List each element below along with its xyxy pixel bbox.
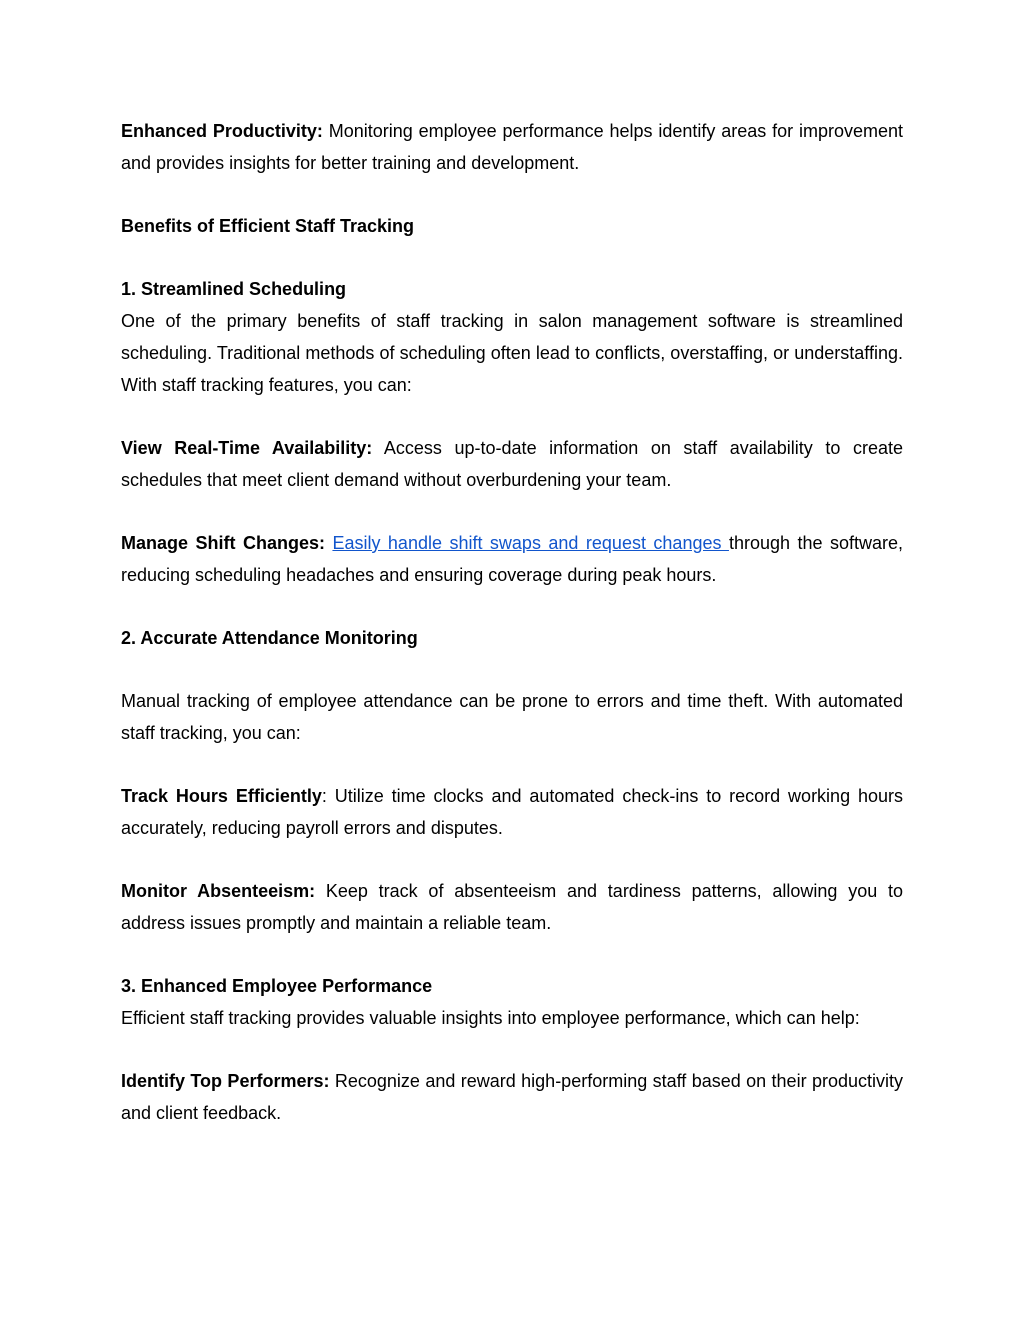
section1-heading: 1. Streamlined Scheduling xyxy=(121,279,347,299)
availability-lead: View Real-Time Availability: xyxy=(121,438,373,458)
section2-heading: 2. Accurate Attendance Monitoring xyxy=(121,628,418,648)
absenteeism-paragraph xyxy=(121,875,903,939)
section2-intro: Manual tracking of employee attendance can be prone to errors and time theft. With automated staff tracking, you can: xyxy=(121,691,903,743)
top-performers-paragraph xyxy=(121,1065,903,1129)
availability-paragraph xyxy=(121,432,903,496)
document-body xyxy=(121,115,903,1160)
productivity-text: Monitoring employee performance helps identify areas for improvement and provides insights for better training and development. xyxy=(121,121,903,173)
top-performers-lead: Identify Top Performers: xyxy=(121,1071,330,1091)
section3-intro: Efficient staff tracking provides valuable insights into employee performance, which can help: xyxy=(121,1008,860,1028)
shift-swaps-link[interactable]: Easily handle shift swaps and request changes xyxy=(332,533,729,553)
shift-changes-lead: Manage Shift Changes: xyxy=(121,533,325,553)
absenteeism-text: Keep track of absenteeism and tardiness patterns, allowing you to address issues promptly and maintain a reliable team. xyxy=(121,881,903,933)
track-hours-lead: Track Hours Efficiently xyxy=(121,786,322,806)
track-hours-text: : Utilize time clocks and automated check-ins to record working hours accurately, reducing payroll errors and disputes. xyxy=(121,786,903,838)
shift-changes-text: through the software, reducing scheduling headaches and ensuring coverage during peak hours. xyxy=(121,533,903,585)
productivity-lead: Enhanced Productivity: xyxy=(121,121,323,141)
track-hours-paragraph xyxy=(121,780,903,844)
top-performers-text: Recognize and reward high-performing staff based on their productivity and client feedback. xyxy=(121,1071,903,1123)
section3-heading: 3. Enhanced Employee Performance xyxy=(121,976,433,996)
availability-text: Access up-to-date information on staff availability to create schedules that meet client demand without overburdening your team. xyxy=(121,438,904,490)
section1-intro: One of the primary benefits of staff tracking in salon management software is streamlined scheduling. Traditional methods of scheduling often lead to conflicts, overstaffing, or understaffing. With staff tracking features, you can: xyxy=(121,311,903,395)
benefits-heading: Benefits of Efficient Staff Tracking xyxy=(121,216,415,236)
productivity-paragraph xyxy=(121,115,903,179)
shift-changes-paragraph xyxy=(121,527,903,591)
absenteeism-lead: Monitor Absenteeism: xyxy=(121,881,316,901)
